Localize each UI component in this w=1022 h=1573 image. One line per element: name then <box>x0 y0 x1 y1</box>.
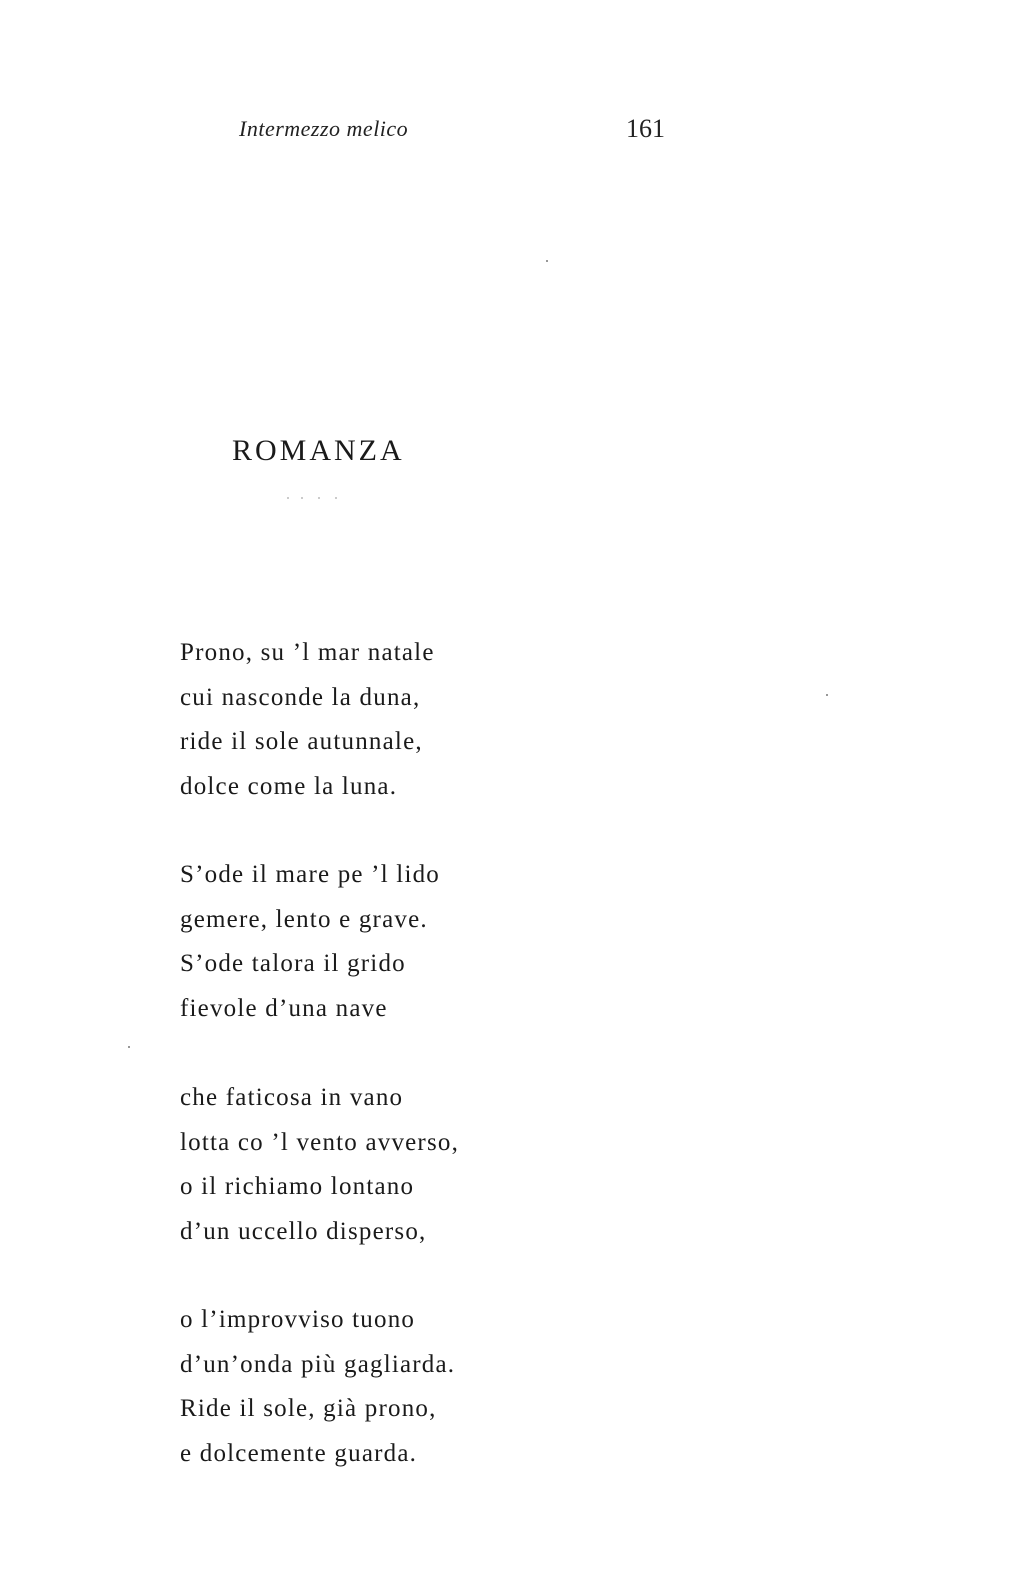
verse-line: Ride il sole, già prono, <box>180 1395 437 1422</box>
scan-speck <box>546 260 548 262</box>
scan-speck <box>128 1046 130 1048</box>
verse-line: dolce come la luna. <box>180 772 398 800</box>
scan-speck <box>826 694 828 696</box>
stanza <box>180 631 435 809</box>
verse-line: e dolcemente guarda. <box>180 1439 418 1467</box>
verse-line: d’un’onda più gagliarda. <box>180 1350 456 1378</box>
verse-line: d’un uccello disperso, <box>180 1217 427 1245</box>
verse-line: ride il sole autunnale, <box>180 728 423 755</box>
verse-line: gemere, lento e grave. <box>180 905 428 933</box>
scan-speck <box>318 497 320 499</box>
page-number: 161 <box>626 114 665 143</box>
scan-speck <box>301 497 303 499</box>
verse-line: fievole d’una nave <box>180 994 388 1022</box>
verse-line: cui nasconde la duna, <box>180 683 421 711</box>
verse-line: lotta co ’l vento avverso, <box>180 1128 460 1156</box>
verse-line: S’ode il mare pe ’l lido <box>180 861 440 888</box>
verse-line: che faticosa in vano <box>180 1084 404 1111</box>
stanza <box>180 1298 455 1476</box>
scan-speck <box>335 497 337 499</box>
verse-line: S’ode talora il grido <box>180 950 406 977</box>
stanza <box>180 1076 459 1254</box>
scan-speck <box>287 497 289 499</box>
stanza <box>180 853 440 1031</box>
verse-line: o il richiamo lontano <box>180 1173 415 1200</box>
verse-line: o l’improvviso tuono <box>180 1306 416 1333</box>
verse-line: Prono, su ’l mar natale <box>180 639 435 666</box>
poem-title: ROMANZA <box>232 434 405 467</box>
running-head: Intermezzo melico <box>239 116 409 141</box>
